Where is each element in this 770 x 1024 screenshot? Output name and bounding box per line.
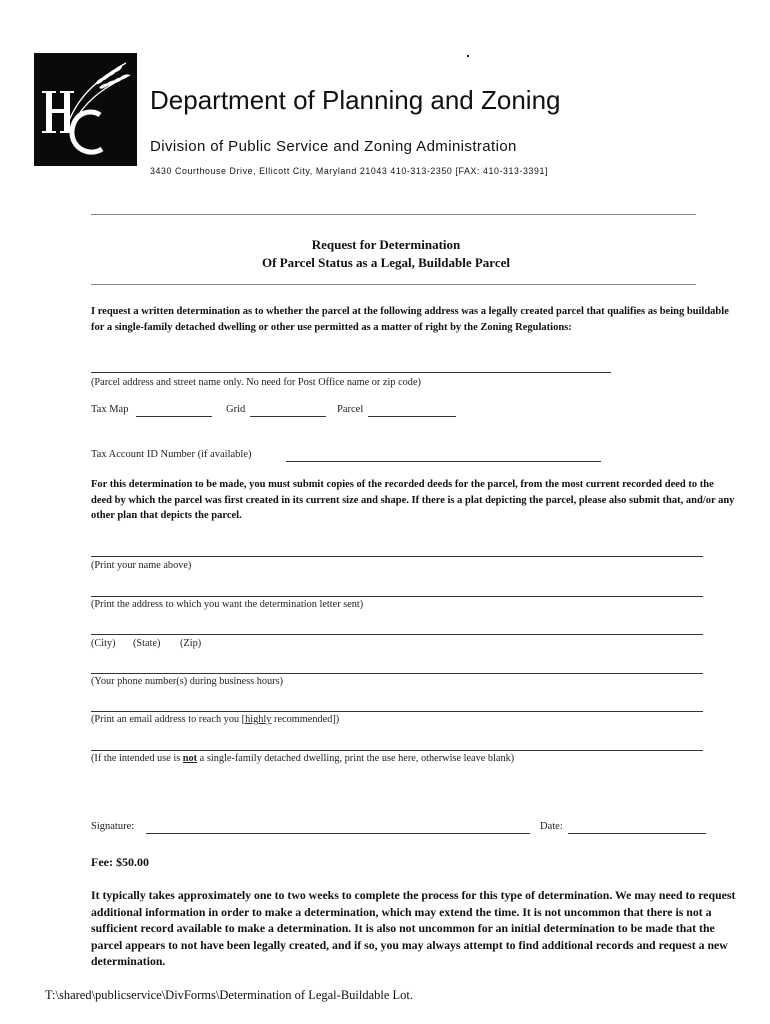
- email-note: [91, 714, 339, 725]
- hc-monogram-icon: [34, 53, 137, 166]
- name-note: (Print your name above): [91, 560, 192, 571]
- header-divider: [91, 214, 696, 215]
- grid-field[interactable]: [250, 416, 326, 417]
- email-note-emphasis: highly: [245, 714, 272, 725]
- email-note-suffix: recommended]): [271, 714, 340, 725]
- state-label: (State): [133, 638, 161, 649]
- use-note-suffix: a single-family detached dwelling, print the use here, otherwise leave blank): [197, 753, 515, 764]
- form-title-line2: Of Parcel Status as a Legal, Buildable Parcel: [262, 255, 510, 270]
- file-path-footer: T:\shared\publicservice\DivForms\Determination of Legal-Buildable Lot.: [45, 988, 414, 1002]
- parcel-address-note: (Parcel address and street name only. No need for Post Office name or zip code): [91, 377, 421, 388]
- request-statement: I request a written determination as to whether the parcel at the following address was a legally created parcel that qualifies as being buildable for a single-family detached dwelling or other use permitted as a matter of right by the Zoning Regulations:: [91, 306, 729, 333]
- city-state-zip-field[interactable]: [91, 634, 703, 635]
- tax-map-label: Tax Map: [91, 404, 129, 415]
- parcel-label: Parcel: [337, 404, 364, 415]
- email-field[interactable]: [91, 711, 703, 712]
- tax-account-field[interactable]: [286, 461, 601, 462]
- intended-use-note: [91, 753, 514, 764]
- phone-field[interactable]: [91, 673, 703, 674]
- hc-logo: [34, 53, 137, 166]
- deeds-instructions: For this determination to be made, you must submit copies of the recorded deeds for the parcel, from the most current recorded deed to the deed by which the parcel was first created in its current size and shape. If there is a plat depicting the parcel, please also submit that, and/or any other plan that depicts the parcel.: [91, 479, 735, 521]
- tax-map-field[interactable]: [136, 416, 212, 417]
- signature-label: Signature:: [91, 821, 135, 832]
- signature-field[interactable]: [146, 833, 530, 834]
- department-address: 3430 Courthouse Drive, Ellicott City, Maryland 21043 410-313-2350 [FAX: 410-313-3391]: [150, 166, 549, 176]
- use-note-prefix: (If the intended use is: [91, 753, 183, 764]
- email-note-prefix: (Print an email address to reach you [: [91, 714, 246, 725]
- date-label: Date:: [540, 821, 563, 832]
- date-field[interactable]: [568, 833, 706, 834]
- name-field[interactable]: [91, 556, 703, 557]
- tax-account-label: Tax Account ID Number (if available): [91, 449, 252, 460]
- grid-label: Grid: [226, 404, 246, 415]
- department-title: Department of Planning and Zoning: [150, 85, 561, 115]
- division-title: Division of Public Service and Zoning Administration: [150, 138, 517, 155]
- parcel-address-field[interactable]: [91, 372, 611, 373]
- processing-note: It typically takes approximately one to two weeks to complete the process for this type of determination. We may need to request additional information in order to make a determination, which may extend the time. It is not uncommon that there is not a sufficient record available to make a determination. It is also not uncommon for an initial determination to be made that the parcel appears to not have been legally created, and if so, you may always attempt to find additional records and request a new determination.: [91, 888, 736, 968]
- phone-note: (Your phone number(s) during business hours): [91, 676, 284, 687]
- title-divider: [91, 284, 696, 285]
- mailing-address-note: (Print the address to which you want the determination letter sent): [91, 599, 364, 610]
- mailing-address-field[interactable]: [91, 596, 703, 597]
- city-label: (City): [91, 638, 116, 649]
- stray-dot: [467, 55, 469, 57]
- form-title-line1: Request for Determination: [311, 237, 461, 252]
- parcel-field[interactable]: [368, 416, 456, 417]
- intended-use-field[interactable]: [91, 750, 703, 751]
- zip-label: (Zip): [180, 638, 202, 649]
- use-note-emphasis: not: [182, 753, 198, 764]
- fee-amount: Fee: $50.00: [91, 855, 149, 869]
